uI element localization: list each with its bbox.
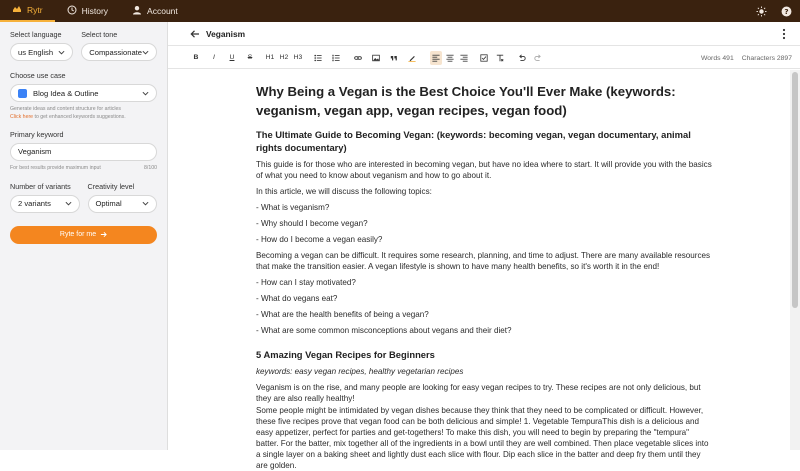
usecase-select[interactable] — [10, 84, 157, 102]
usecase-label: Choose use case — [10, 71, 66, 80]
chevron-down-icon — [65, 200, 72, 207]
ryte-button-label: Ryte for me — [59, 231, 97, 239]
keyword-hint: For best results provide maximum input — [10, 164, 101, 171]
chevron-down-icon — [142, 90, 149, 97]
list-item: - What do vegans eat? — [256, 294, 338, 303]
document-title: Veganism — [206, 28, 246, 39]
recipes-paragraph-2: Some people might be intimidated by vegan dishes because they think that they need to be complicated or difficult. However, these five recipes prove that vegan food can be both delicious and simple! 1. Vegetable TempuraThis dish is a delicious and easy appetizer, perfect for parties and get-togethers! To make this dish, you will need to begin by preparing the "tempura" batter. For the batter, mix together all of the ingredients in a bowl until they are well combined. Then place vegetable slices into a single layer on a baking sheet and lightly dust each slice with flour. Dip each slice in the batter and deep fry them until they are golden. — [256, 406, 709, 470]
creativity-select[interactable] — [88, 195, 158, 213]
topics-intro: In this article, we will discuss the following topics: — [256, 187, 432, 196]
numbered-list-icon[interactable] — [330, 51, 342, 65]
nav-account[interactable] — [120, 0, 190, 22]
variants-label: Number of variants — [10, 181, 71, 191]
document-heading: Why Being a Vegan is the Best Choice You'll Ever Make (keywords: veganism, vegan app, vegan recipes, vegan food) — [256, 84, 676, 118]
tone-select[interactable] — [81, 43, 157, 61]
undo-icon[interactable] — [516, 51, 528, 65]
document-header — [168, 22, 800, 46]
nav-account-label: Account — [147, 6, 178, 16]
ryte-for-me-button[interactable] — [10, 226, 157, 244]
recipes-keywords: keywords: easy vegan recipes, healthy vegetarian recipes — [256, 367, 464, 376]
language-label: Select language — [10, 30, 62, 39]
top-nav — [0, 0, 800, 22]
list-item: - What is veganism? — [256, 203, 330, 212]
creativity-label: Creativity level — [87, 181, 135, 191]
nav-history[interactable] — [55, 0, 120, 22]
underline-button[interactable]: U — [229, 54, 235, 61]
keyword-input[interactable]: Veganism — [10, 143, 157, 161]
sidebar — [0, 22, 168, 450]
arrow-right-icon — [100, 231, 107, 238]
image-icon[interactable] — [370, 51, 382, 65]
h2-button[interactable]: H2 — [279, 54, 289, 61]
svg-text:?: ? — [784, 6, 789, 16]
characters-count: Characters 2897 — [741, 54, 792, 62]
strikethrough-button[interactable]: S — [247, 54, 253, 61]
align-center-icon[interactable] — [444, 51, 456, 65]
chevron-down-icon — [58, 49, 65, 56]
difficulty-paragraph: Becoming a vegan can be difficult. It requires some research, planning, and time to adjust. There are many available resources that make the transition easier. A vegan lifestyle is shown to have many health benefits, so it's worth it in the end! — [256, 251, 711, 271]
scrollbar-thumb[interactable] — [792, 72, 798, 308]
document-content[interactable] — [256, 82, 712, 471]
language-value: us English — [18, 47, 54, 57]
format-toolbar — [168, 47, 800, 69]
list-item: - How do I become a vegan easily? — [256, 235, 383, 244]
usecase-hint: Generate ideas and content structure for articles — [10, 106, 122, 112]
language-select[interactable] — [10, 43, 73, 61]
editor[interactable] — [168, 70, 790, 470]
clear-format-icon[interactable] — [494, 51, 506, 65]
document-subtitle: The Ultimate Guide to Becoming Vegan: (keywords: becoming vegan, vegan documentary, animal rights documentary) — [256, 129, 691, 153]
recipes-heading: 5 Amazing Vegan Recipes for Beginners — [256, 349, 435, 360]
words-count: Words 491 — [700, 54, 734, 62]
list-item: - Why should I become vegan? — [256, 219, 368, 228]
rytr-logo-icon — [12, 4, 22, 16]
keyword-label: Primary keyword — [10, 129, 64, 139]
link-icon[interactable] — [352, 51, 364, 65]
variants-select[interactable] — [10, 195, 80, 213]
spellcheck-icon[interactable] — [478, 51, 490, 65]
list-item: - How can I stay motivated? — [256, 278, 356, 287]
variants-value: 2 variants — [18, 199, 51, 209]
bullet-list-icon[interactable] — [312, 51, 324, 65]
align-right-icon[interactable] — [458, 51, 470, 65]
h3-button[interactable]: H3 — [293, 54, 303, 61]
usecase-value: Blog Idea & Outline — [33, 88, 99, 98]
editor-scrollbar[interactable] — [790, 70, 800, 450]
italic-button[interactable]: I — [213, 54, 215, 61]
back-arrow-icon[interactable] — [190, 29, 200, 39]
chevron-down-icon — [142, 49, 149, 56]
more-options-icon[interactable] — [782, 28, 786, 40]
nav-rytr[interactable] — [0, 0, 55, 22]
bold-button[interactable]: B — [193, 54, 199, 61]
creativity-value: Optimal — [95, 199, 122, 209]
hint-rest: to get enhanced keywords suggestions. — [33, 113, 126, 120]
redo-icon[interactable] — [532, 51, 544, 65]
blog-icon — [18, 89, 27, 98]
history-icon — [67, 5, 77, 17]
align-left-icon[interactable] — [430, 51, 442, 65]
h1-button[interactable]: H1 — [265, 54, 275, 61]
tone-label: Select tone — [81, 30, 118, 39]
keyword-count: 8/100 — [144, 164, 157, 171]
recipes-paragraph-1: Veganism is on the rise, and many people are looking for easy vegan recipes to try. These recipes are not only delicious, but they are also really healthy! — [256, 383, 701, 403]
help-icon[interactable] — [781, 6, 792, 17]
list-item: - What are some common misconceptions about vegans and their diet? — [256, 326, 512, 335]
quote-icon[interactable] — [388, 51, 400, 65]
click-here-link[interactable]: Click here — [10, 113, 34, 120]
highlight-pen-icon[interactable] — [406, 51, 418, 65]
nav-history-label: History — [81, 6, 109, 16]
list-item: - What are the health benefits of being a vegan? — [256, 310, 429, 319]
sun-icon[interactable] — [756, 6, 767, 17]
tone-value: Compassionate — [89, 47, 142, 57]
nav-rytr-label: Rytr — [27, 5, 43, 15]
intro-paragraph: This guide is for those who are interested in becoming vegan, but have no idea where to start. It will provide you with the basics of what you need to know about veganism and how to go about it. — [256, 160, 712, 180]
chevron-down-icon — [142, 200, 149, 207]
account-icon — [132, 5, 142, 17]
